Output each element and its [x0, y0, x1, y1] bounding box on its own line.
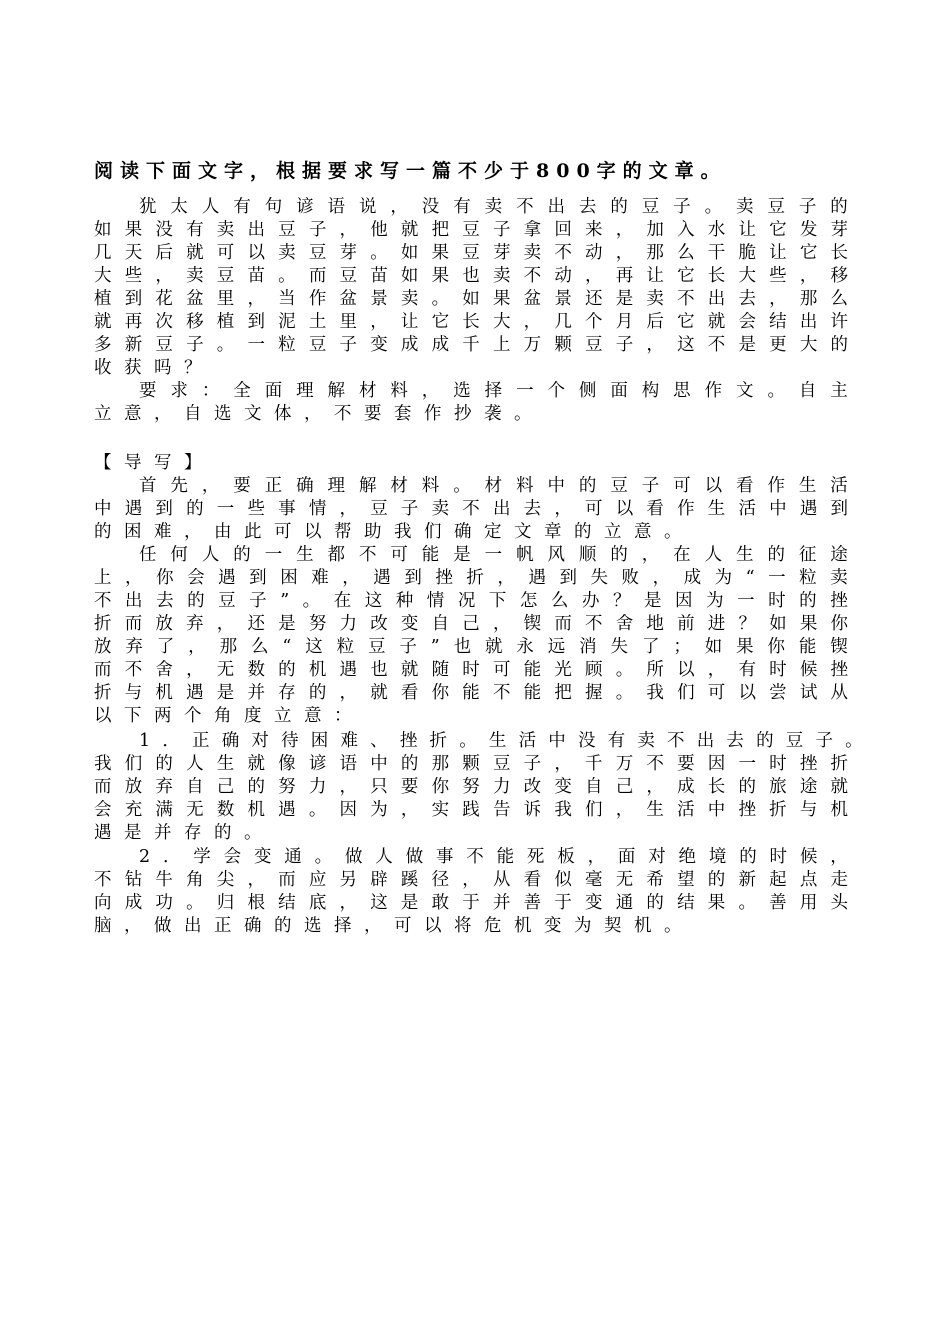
paragraph-line: 不 出 去 的 豆 子 ” 。 在 这 种 情 况 下 怎 么 办 ？ 是 因 为 一 时 的 挫 [94, 591, 848, 611]
paragraph-line: 中 遇 到 的 一 些 事 情 ， 豆 子 卖 不 出 去 ， 可 以 看 作 生 活 中 遇 到 [94, 499, 848, 519]
paragraph-line: 折 与 机 遇 是 并 存 的 ， 就 看 你 能 不 能 把 握 。 我 们 可 以 尝 试 从 [94, 683, 848, 703]
section-heading: 【 导 写 】 [94, 453, 202, 473]
paragraph-line: 收 获 吗 ？ [94, 358, 202, 378]
paragraph-line: 植 到 花 盆 里 ， 当 作 盆 景 卖 。 如 果 盆 景 还 是 卖 不 出 去 ， 那 么 [94, 289, 848, 309]
paragraph-line: 如 果 没 有 卖 出 豆 子 ， 他 就 把 豆 子 拿 回 来 ， 加 入 水 让 它 发 芽 [94, 220, 848, 240]
paragraph-line: 以 下 两 个 角 度 立 意 ： [94, 706, 352, 726]
list-item-line: 2 ． 学 会 变 通 。 做 人 做 事 不 能 死 板 ， 面 对 绝 境 的 时 候 ， [139, 847, 848, 867]
paragraph-line: 上 ， 你 会 遇 到 困 难 ， 遇 到 挫 折 ， 遇 到 失 败 ， 成 为 “ 一 粒 卖 [94, 568, 848, 588]
paragraph-line: 几 天 后 就 可 以 卖 豆 芽 。 如 果 豆 芽 卖 不 动 ， 那 么 干 脆 让 它 长 [94, 243, 848, 263]
list-item-line: 我 们 的 人 生 就 像 谚 语 中 的 那 颗 豆 子 ， 千 万 不 要 因 一 时 挫 折 [94, 754, 848, 774]
list-item-line: 向 成 功 。 归 根 结 底 ， 这 是 敢 于 并 善 于 变 通 的 结 果 。 善 用 头 [94, 893, 848, 913]
paragraph-line: 就 再 次 移 植 到 泥 土 里 ， 让 它 长 大 ， 几 个 月 后 它 就 会 结 出 许 [94, 312, 848, 332]
list-item-line: 不 钻 牛 角 尖 ， 而 应 另 辟 蹊 径 ， 从 看 似 毫 无 希 望 的 新 起 点 走 [94, 870, 848, 890]
list-item-line: 1 ． 正 确 对 待 困 难 、 挫 折 。 生 活 中 没 有 卖 不 出 去 的 豆 子 。 [139, 731, 863, 751]
requirement-line: 要 求 ： 全 面 理 解 材 料 ， 选 择 一 个 侧 面 构 思 作 文 。 自 主 [139, 381, 848, 401]
paragraph-line: 而 不 舍 ， 无 数 的 机 遇 也 就 随 时 可 能 光 顾 。 所 以 ， 有 时 候 挫 [94, 660, 848, 680]
list-item-line: 会 充 满 无 数 机 遇 。 因 为 ， 实 践 告 诉 我 们 ， 生 活 中 挫 折 与 机 [94, 800, 848, 820]
paragraph-line: 放 弃 了 ， 那 么 “ 这 粒 豆 子 ” 也 就 永 远 消 失 了 ； 如 果 你 能 锲 [94, 637, 848, 657]
list-item-line: 遇 是 并 存 的 。 [94, 823, 262, 843]
requirement-line: 立 意 ， 自 选 文 体 ， 不 要 套 作 抄 袭 。 [94, 404, 532, 424]
paragraph-line: 首 先 ， 要 正 确 理 解 材 料 。 材 料 中 的 豆 子 可 以 看 作 生 活 [139, 476, 848, 496]
paragraph-line: 多 新 豆 子 。 一 粒 豆 子 变 成 成 千 上 万 颗 豆 子 ， 这 不 是 更 大 的 [94, 335, 848, 355]
paragraph-line: 折 而 放 弃 ， 还 是 努 力 改 变 自 己 ， 锲 而 不 舍 地 前 进 ？ 如 果 你 [94, 614, 848, 634]
paragraph-line: 任 何 人 的 一 生 都 不 可 能 是 一 帆 风 顺 的 ， 在 人 生 的 征 途 [139, 545, 848, 565]
document-title: 阅读下面文字，根据要求写一篇不少于800字的文章。 [94, 160, 727, 182]
paragraph-line: 犹 太 人 有 句 谚 语 说 ， 没 有 卖 不 出 去 的 豆 子 。 卖 豆 子 的 [139, 197, 848, 217]
list-item-line: 而 放 弃 自 己 的 努 力 ， 只 要 你 努 力 改 变 自 己 ， 成 长 的 旅 途 就 [94, 777, 848, 797]
list-item-line: 脑 ， 做 出 正 确 的 选 择 ， 可 以 将 危 机 变 为 契 机 。 [94, 916, 682, 936]
paragraph-line: 大 些 ， 卖 豆 苗 。 而 豆 苗 如 果 也 卖 不 动 ， 再 让 它 长 大 些 ， 移 [94, 266, 848, 286]
paragraph-line: 的 困 难 ， 由 此 可 以 帮 助 我 们 确 定 文 章 的 立 意 。 [94, 522, 682, 542]
